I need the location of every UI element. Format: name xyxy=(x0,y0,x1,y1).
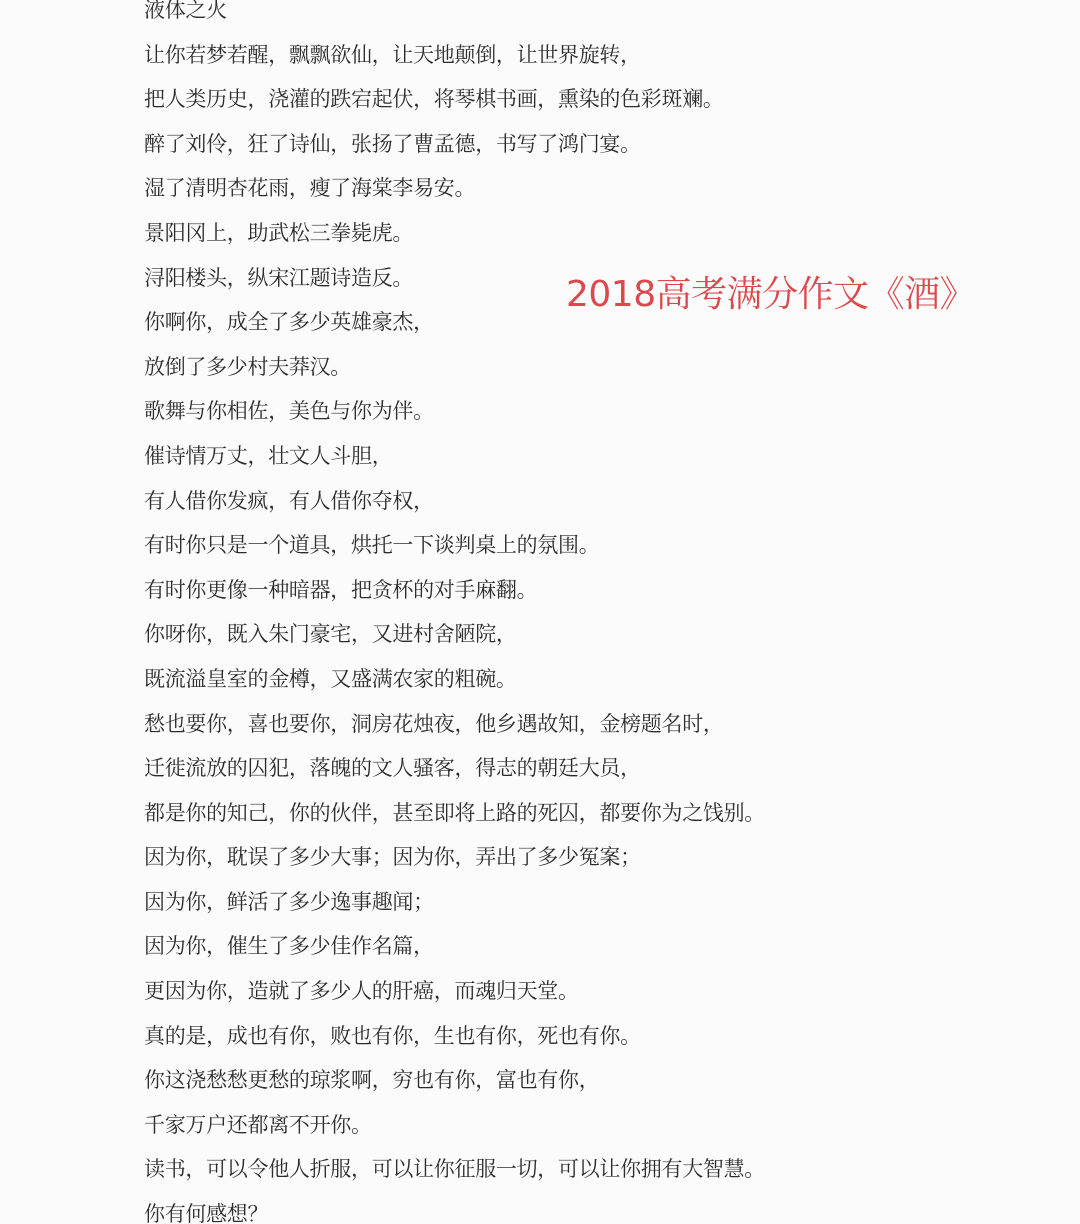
essay-line: 浔阳楼头，纵宋江题诗造反。 xyxy=(144,265,414,290)
essay-line: 有时你只是一个道具，烘托一下谈判桌上的氛围。 xyxy=(144,533,600,558)
essay-text-block xyxy=(144,0,1044,1224)
essay-line: 你啊你，成全了多少英雄豪杰， xyxy=(144,310,434,335)
essay-line: 催诗情万丈，壮文人斗胆， xyxy=(144,443,393,468)
essay-line: 都是你的知己，你的伙伴，甚至即将上路的死囚，都要你为之饯别。 xyxy=(144,800,765,825)
essay-line: 你这浇愁愁更愁的琼浆啊，穷也有你，富也有你， xyxy=(144,1068,600,1093)
essay-line: 歌舞与你相佐，美色与你为伴。 xyxy=(144,399,434,424)
essay-line: 因为你，鲜活了多少逸事趣闻； xyxy=(144,889,434,914)
essay-line: 把人类历史，浇灌的跌宕起伏，将琴棋书画，熏染的色彩斑斓。 xyxy=(144,87,724,112)
essay-line: 千家万户还都离不开你。 xyxy=(144,1112,372,1137)
essay-headline: 2018高考满分作文《酒》 xyxy=(566,274,976,315)
essay-line: 放倒了多少村夫莽汉。 xyxy=(144,354,351,379)
essay-line: 更因为你，造就了多少人的肝癌，而魂归天堂。 xyxy=(144,979,579,1004)
essay-line: 你呀你，既入朱门豪宅，又进村舍陋院， xyxy=(144,622,517,647)
essay-line: 你有何感想？ xyxy=(144,1202,269,1224)
essay-line: 愁也要你，喜也要你，洞房花烛夜，他乡遇故知，金榜题名时， xyxy=(144,711,724,736)
essay-line: 景阳冈上，助武松三拳毙虎。 xyxy=(144,220,414,245)
essay-line: 既流溢皇室的金樽，又盛满农家的粗碗。 xyxy=(144,666,517,691)
essay-line: 因为你，催生了多少佳作名篇， xyxy=(144,934,434,959)
essay-line: 读书，可以令他人折服，可以让你征服一切，可以让你拥有大智慧。 xyxy=(144,1157,765,1182)
essay-line: 因为你，耽误了多少大事；因为你，弄出了多少冤案； xyxy=(144,845,641,870)
essay-line: 让你若梦若醒，飘飘欲仙，让天地颠倒，让世界旋转， xyxy=(144,42,641,67)
essay-line: 湿了清明杏花雨，瘦了海棠李易安。 xyxy=(144,176,476,201)
essay-line: 有时你更像一种暗器，把贪杯的对手麻翻。 xyxy=(144,577,538,602)
essay-line: 迁徙流放的囚犯，落魄的文人骚客，得志的朝廷大员， xyxy=(144,756,641,781)
essay-line: 醉了刘伶，狂了诗仙，张扬了曹孟德，书写了鸿门宴。 xyxy=(144,131,641,156)
essay-line: 有人借你发疯，有人借你夺权， xyxy=(144,488,434,513)
essay-line: 真的是，成也有你，败也有你，生也有你，死也有你。 xyxy=(144,1023,641,1048)
essay-line: 液体之火 xyxy=(144,0,227,22)
